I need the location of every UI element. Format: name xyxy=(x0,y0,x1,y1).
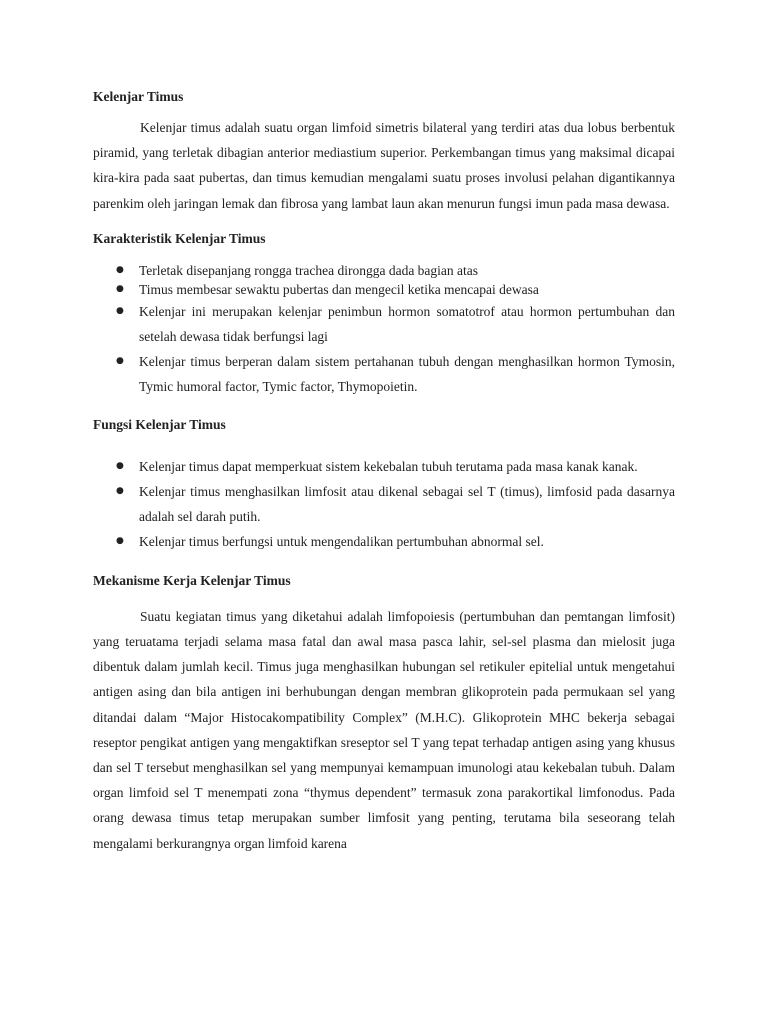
fungsi-list xyxy=(93,454,675,554)
karakteristik-list xyxy=(93,261,675,399)
list-item: ● Kelenjar ini merupakan kelenjar penimbun hormon somatotrof atau hormon pertumbuhan dan setelah dewasa tidak berfungsi lagi xyxy=(139,299,675,349)
list-item: ● Terletak disepanjang rongga trachea dirongga dada bagian atas xyxy=(139,261,675,280)
heading-fungsi: Fungsi Kelenjar Timus xyxy=(93,416,226,432)
list-item: ● Kelenjar timus berperan dalam sistem pertahanan tubuh dengan menghasilkan hormon Tymosin, Tymic humoral factor, Tymic factor, Thymopoietin. xyxy=(139,349,675,399)
heading-karakteristik: Karakteristik Kelenjar Timus xyxy=(93,230,266,246)
list-item: ● Timus membesar sewaktu pubertas dan mengecil ketika mencapai dewasa xyxy=(139,280,675,299)
heading-kelenjar-timus: Kelenjar Timus xyxy=(93,89,184,104)
heading-mekanisme: Mekanisme Kerja Kelenjar Timus xyxy=(93,572,291,588)
paragraph-intro: Kelenjar timus adalah suatu organ limfoid simetris bilateral yang terdiri atas dua lobus berbentuk piramid, yang terletak dibagian anterior mediastium superior. Perkembangan timus yang maksimal dicapai kira-kira pada saat pubertas, dan timus kemudian mengalami suatu proses involusi pelahan digantikannya parenkim oleh jaringan lemak dan fibrosa yang lambat laun akan menurun fungsi imun pada masa dewasa. xyxy=(93,120,675,211)
paragraph-mekanisme: Suatu kegiatan timus yang diketahui adalah limfopoiesis (pertumbuhan dan pemtangan limfosit) yang teruatama terjadi selama masa fatal dan awal masa pasca lahir, sel-sel plasma dan mielosit juga dibentuk dalam jumlah kecil. Timus juga menghasilkan hubungan sel retikuler epitelial untuk mengetahui antigen asing dan bila antigen ini berhubungan dengan membran glikoprotein pada permukaan sel yang ditandai dalam “Major Histocakompatibility Complex” (M.H.C). Glikoprotein MHC bekerja sebagai reseptor pengikat antigen yang mengaktifkan sreseptor sel T yang tepat terhadap antigen asing yang khusus dan sel T tersebut menghasilkan sel yang mempunyai kemampuan imunologi atau kekebalan tubuh. Dalam organ limfoid sel T menempati zona “thymus dependent” termasuk zona parakortikal limfonodus. Pada orang dewasa timus tetap merupakan sumber limfosit yang penting, terutama bila seseorang telah mengalami berkurangnya organ limfoid karena xyxy=(93,608,675,851)
list-item: ● Kelenjar timus dapat memperkuat sistem kekebalan tubuh terutama pada masa kanak kanak. xyxy=(139,454,675,479)
list-item: ● Kelenjar timus menghasilkan limfosit atau dikenal sebagai sel T (timus), limfosid pada dasarnya adalah sel darah putih. xyxy=(139,479,675,529)
list-item: ● Kelenjar timus berfungsi untuk mengendalikan pertumbuhan abnormal sel. xyxy=(139,529,675,554)
